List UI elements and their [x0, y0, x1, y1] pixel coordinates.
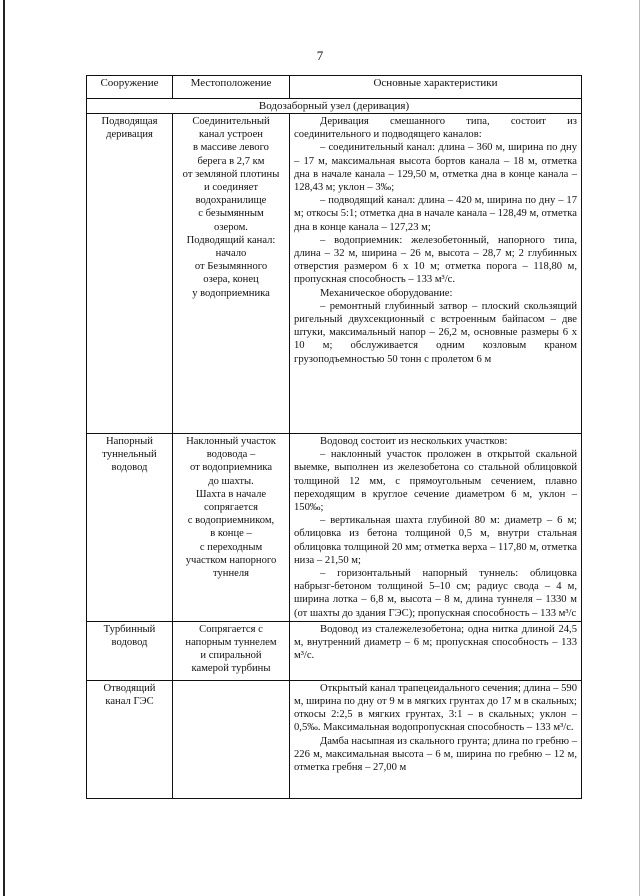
characteristics-paragraph: Открытый канал трапецеидального сечения; длина – 590 м, ширина по дну от 9 м в мягких грунтах до 17 м в скальных; откосы 2:2,5 в мягких грунтах, 3:1 – в скальных; уклон – 0,5‰. Максимальная водопропускная способность – 133 м³/с.: [294, 682, 577, 734]
location-line: начало: [215, 248, 247, 260]
table-row: [87, 680, 582, 798]
characteristics-paragraph: Механическое оборудование:: [320, 287, 453, 299]
structure-line: Подводящая: [101, 116, 158, 127]
location-line: от земляной плотины: [182, 168, 280, 180]
characteristics-cell: [290, 680, 582, 798]
location-line: от Безымянного: [194, 261, 268, 273]
structure-line: Отводящий: [103, 682, 156, 694]
header-structure: Сооружение: [87, 76, 173, 99]
location-line: в массиве левого: [193, 142, 269, 154]
location-line: озера, конец: [203, 274, 259, 286]
location-line: камерой турбины: [191, 663, 271, 675]
location-line: до шахты.: [208, 475, 254, 487]
structure-line: туннельный: [102, 449, 157, 461]
table-row: [87, 114, 582, 434]
location-line: напорным туннелем: [185, 637, 277, 649]
location-line: Соединительный: [192, 116, 270, 127]
characteristics-cell: [290, 434, 582, 622]
scan-left-edge: [3, 0, 5, 896]
characteristics-cell: [290, 621, 582, 680]
location-line: канал устроен: [199, 129, 263, 141]
page-number: 7: [316, 48, 324, 63]
characteristics-paragraph: – наклонный участок проложен в открытой скальной выемке, выполнен из железобетона со стальной облицовкой толщиной 12 мм, с прямоугольным сечением, плавно переходящим в круглое сечение диаметром 6 м, уклон – 150‰;: [294, 449, 577, 514]
characteristics-paragraph: – ремонтный глубинный затвор – плоский скользящий ригельный двухсекционный с встроенным байпасом – две штуки, максимальный напор – 26,2 м, основные размеры 6 х 10 м; обслуживается одним козловым краном грузоподъемностью 50 тонн с пролетом 6 м: [294, 300, 577, 365]
characteristics-paragraph: – соединительный канал: длина – 360 м, ширина по дну – 17 м, максимальная высота бортов канала – 18 м, отметка дна в начале канала – 129,50 м, отметка дна в конце канала – 128,43 м; уклон – 3‰;: [294, 142, 577, 194]
characteristics-table: [86, 75, 582, 799]
structure-cell: [87, 114, 173, 434]
location-line: с безымянным: [198, 208, 264, 220]
header-characteristics: Основные характеристики: [290, 76, 582, 99]
characteristics-paragraph: Деривация смешанного типа, состоит из соединительного и подводящего каналов:: [294, 116, 577, 141]
location-line: сопрягается: [204, 502, 258, 514]
characteristics-paragraph: Водовод из сталежелезобетона; одна нитка длиной 24,5 м, внутренний диаметр – 6 м; пропускная способность – 133 м³/с.: [294, 623, 577, 662]
location-line: Шахта в начале: [195, 488, 267, 500]
structure-line: водовод: [111, 462, 148, 474]
location-line: Наклонный участок: [186, 436, 276, 447]
structure-cell: [87, 434, 173, 622]
structure-line: Турбинный: [103, 623, 156, 635]
structure-line: канал ГЭС: [105, 696, 154, 708]
structure-cell: [87, 680, 173, 798]
location-line: у водоприемника: [192, 287, 270, 299]
location-line: водовода –: [206, 449, 256, 461]
characteristics-paragraph: – водоприемник: железобетонный, напорного типа, длина – 32 м, ширина – 26 м, высота – 28,7 м; 2 глубинных отверстия размером 6 х 10 м; отметка порога – 118,80 м, пропускная способность – 133 м³/с.: [294, 234, 577, 286]
location-line: участком напорного: [185, 554, 277, 566]
characteristics-paragraph: – вертикальная шахта глубиной 80 м: диаметр – 6 м; облицовка из бетона толщиной 0,5 м, внутри стальная облицовка толщиной 20 мм; отметка верха – 117,80 м, отметка низа – 21,50 м;: [294, 515, 577, 566]
location-line: и соединяет: [204, 182, 258, 194]
location-line: озером.: [214, 221, 248, 233]
header-location: Местоположение: [173, 76, 290, 99]
location-line: в конце –: [210, 528, 252, 540]
characteristics-paragraph: Дамба насыпная из скального грунта; длина по гребню – 226 м, максимальная высота – 6 м, ширина по гребню – 12 м, отметка гребня – 27,00 м: [294, 735, 577, 774]
table-row: [87, 621, 582, 680]
location-cell: [173, 434, 290, 622]
characteristics-paragraph: – подводящий канал: длина – 420 м, ширина по дну – 17 м; откосы 5:1; отметка дна в начале канала – 128,49 м, отметка дна в конце канала – 127,23 м;: [294, 195, 577, 233]
table-header-row: [87, 76, 582, 99]
structure-line: водовод: [111, 637, 148, 649]
characteristics-paragraph: – горизонтальный напорный туннель: облицовка набрызг-бетоном толщиной 5–10 см; радиус свода – 4 м, ширина лотка – 6,8 м, высота – 8 м, длина туннеля – 1330 м (от шахты до здания ГЭС); пропускная способность – 133 м³/с: [294, 568, 577, 619]
structure-line: Напорный: [106, 436, 153, 447]
location-line: Подводящий канал:: [186, 234, 276, 246]
structure-line: деривация: [106, 129, 153, 141]
location-cell: [173, 114, 290, 434]
location-line: водохранилище: [195, 195, 267, 207]
location-line: берега в 2,7 км: [197, 155, 265, 167]
location-line: туннеля: [213, 568, 249, 580]
location-line: с водоприемником,: [187, 515, 275, 527]
section-row: [87, 99, 582, 114]
location-line: и спиральной: [200, 650, 262, 662]
section-title: Водозаборный узел (деривация): [87, 99, 582, 114]
characteristics-paragraph: Водовод состоит из нескольких участков:: [320, 436, 508, 447]
location-line: Сопрягается с: [199, 623, 263, 635]
location-line: от водоприемника: [189, 462, 273, 474]
location-cell: [173, 680, 290, 798]
location-cell: [173, 621, 290, 680]
characteristics-cell: [290, 114, 582, 434]
table-row: [87, 434, 582, 622]
structure-cell: [87, 621, 173, 680]
location-line: с переходным: [199, 541, 263, 553]
